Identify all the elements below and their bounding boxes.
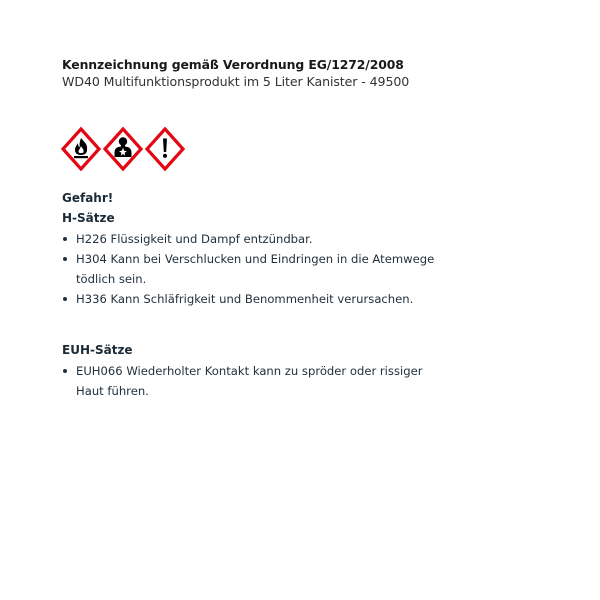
h-statement-text: H304 Kann bei Verschlucken und Eindringen in die Atemwege tödlich sein. (76, 252, 435, 286)
bullet-icon (63, 297, 67, 301)
euh-statement-text: EUH066 Wiederholter Kontakt kann zu spröder oder rissiger Haut führen. (76, 364, 423, 398)
list-item (62, 289, 452, 309)
list-item (62, 229, 452, 249)
page-title: Kennzeichnung gemäß Verordnung EG/1272/2008 (62, 57, 404, 72)
list-item (62, 361, 452, 401)
euh-statements-heading: EUH-Sätze (62, 343, 133, 357)
signal-word: Gefahr! (62, 191, 114, 205)
exclamation-mark-icon (144, 126, 186, 172)
h-statements-heading: H-Sätze (62, 211, 115, 225)
bullet-icon (63, 237, 67, 241)
ghs-pictograms (60, 126, 186, 172)
h-statements-list (62, 229, 452, 309)
list-item (62, 249, 452, 289)
h-statement-text: H336 Kann Schläfrigkeit und Benommenheit verursachen. (76, 292, 414, 306)
health-hazard-icon (102, 126, 144, 172)
product-subtitle: WD40 Multifunktionsprodukt im 5 Liter Kanister - 49500 (62, 74, 410, 89)
bullet-icon (63, 257, 67, 261)
bullet-icon (63, 369, 67, 373)
euh-statements-list (62, 361, 452, 401)
flame-icon (60, 126, 102, 172)
h-statement-text: H226 Flüssigkeit und Dampf entzündbar. (76, 232, 313, 246)
